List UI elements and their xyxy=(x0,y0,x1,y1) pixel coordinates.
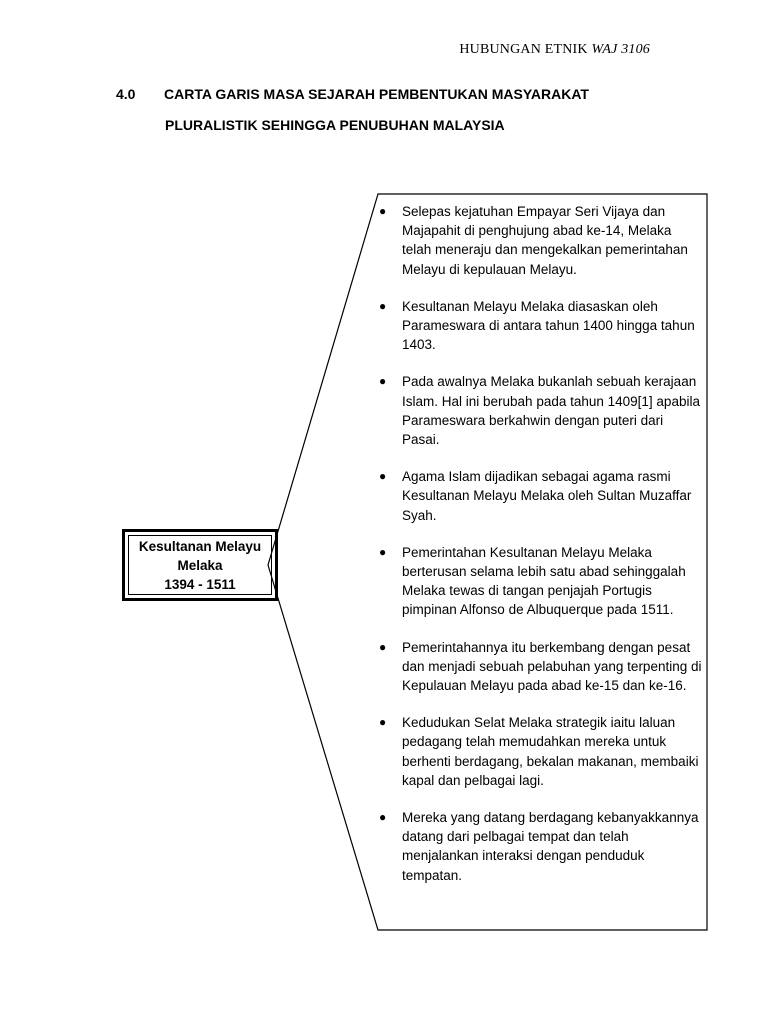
timeline-node-line1: Kesultanan Melayu xyxy=(138,538,262,554)
list-item xyxy=(378,808,704,885)
bullet-text: Kedudukan Selat Melaka strategik iaitu laluan pedagang telah memudahkan mereka untuk berhenti berdagang, bekalan makanan, membaiki kapal dan pelbagai lagi. xyxy=(402,715,699,788)
list-item xyxy=(378,467,704,525)
bullet-icon: ● xyxy=(379,544,387,559)
bullet-list xyxy=(378,194,704,903)
timeline-node-box xyxy=(122,529,278,601)
course-code: WAJ 3106 xyxy=(591,42,650,57)
bullet-icon: ● xyxy=(379,715,387,730)
list-item xyxy=(378,638,704,696)
bullet-text: Pemerintahannya itu berkembang dengan pesat dan menjadi sebuah pelabuhan yang terpenting di Kepulauan Melayu pada abad ke-15 dan ke-16. xyxy=(402,639,702,694)
list-item xyxy=(378,543,704,620)
bullet-icon: ● xyxy=(379,639,387,654)
bullet-icon: ● xyxy=(379,810,387,825)
timeline-node-line2: Melaka xyxy=(177,557,223,573)
bullet-text: Pemerintahan Kesultanan Melayu Melaka berterusan selama lebih satu abad sehinggalah Melaka tewas di tangan penjajah Portugis pimpinan Alfonso de Albuquerque pada 1511. xyxy=(402,544,686,618)
list-item xyxy=(378,372,704,449)
list-item xyxy=(378,713,704,790)
list-item xyxy=(378,202,704,279)
section-number: 4.0 xyxy=(116,86,136,102)
bullet-icon: ● xyxy=(379,469,387,484)
bullet-icon: ● xyxy=(379,374,387,389)
course-name: HUBUNGAN ETNIK xyxy=(459,42,588,57)
bullet-text: Selepas kejatuhan Empayar Seri Vijaya dan Majapahit di penghujung abad ke-14, Melaka telah meneraju dan mengekalkan pemerintahan Melayu di kepulauan Melayu. xyxy=(402,204,688,277)
list-item xyxy=(378,297,704,355)
timeline-node-years: 1394 - 1511 xyxy=(164,576,236,592)
section-title-line2: PLURALISTIK SEHINGGA PENUBUHAN MALAYSIA xyxy=(165,117,505,133)
bullet-text: Kesultanan Melayu Melaka diasaskan oleh Parameswara di antara tahun 1400 hingga tahun 1403. xyxy=(402,298,695,353)
section-title-line1: CARTA GARIS MASA SEJARAH PEMBENTUKAN MASYARAKAT xyxy=(164,86,589,102)
bullet-text: Agama Islam dijadikan sebagai agama rasmi Kesultanan Melayu Melaka oleh Sultan Muzaffar Syah. xyxy=(402,469,692,523)
bullet-icon: ● xyxy=(379,204,387,218)
bullet-text: Mereka yang datang berdagang kebanyakkannya datang dari pelbagai tempat dan telah menjalankan interaksi dengan penduduk tempatan. xyxy=(402,810,699,883)
bullet-icon: ● xyxy=(379,298,387,313)
bullet-text: Pada awalnya Melaka bukanlah sebuah kerajaan Islam. Hal ini berubah pada tahun 1409[1] apabila Parameswara berkahwin dengan puteri dari Pasai. xyxy=(402,374,700,448)
